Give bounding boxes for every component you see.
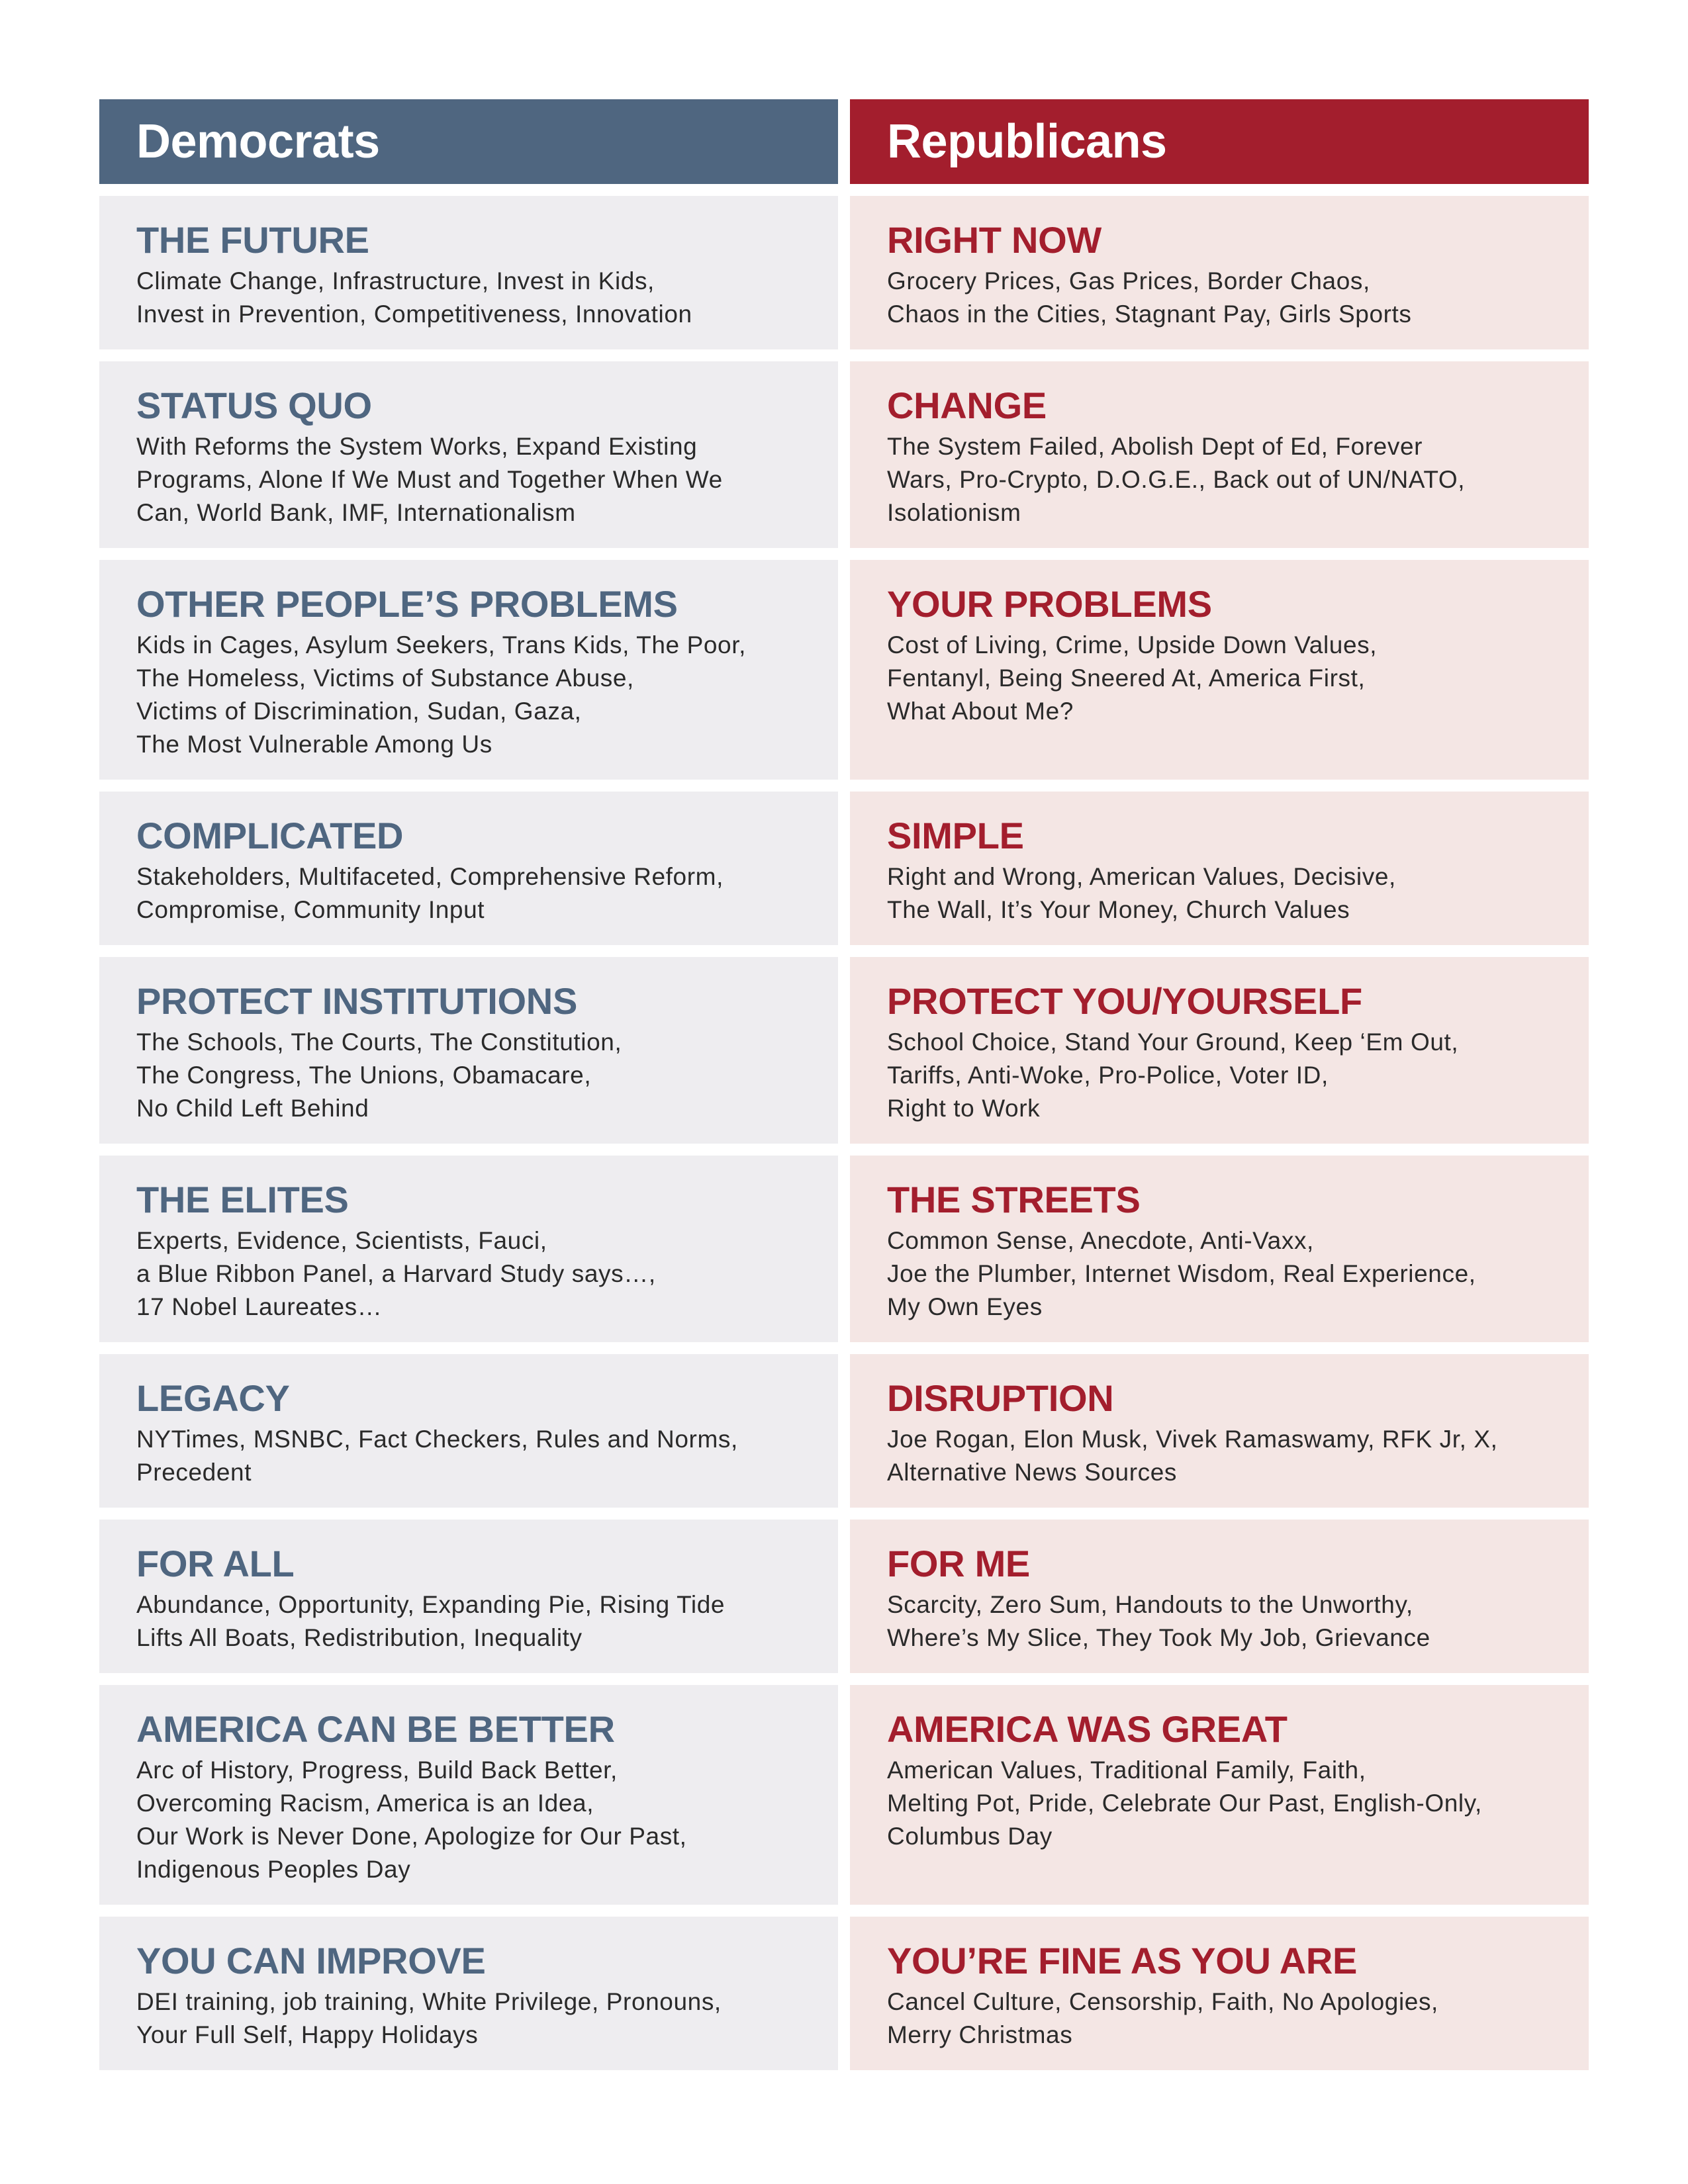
cell-body-line: Tariffs, Anti-Woke, Pro-Police, Voter ID, <box>887 1062 1329 1089</box>
cell-body <box>887 430 1562 529</box>
cell-body-line: NYTimes, MSNBC, Fact Checkers, Rules and Norms, <box>136 1426 738 1453</box>
cell-body-line: The Homeless, Victims of Substance Abuse, <box>136 664 634 692</box>
cell-body <box>136 1985 812 2052</box>
republicans-cell <box>850 792 1589 945</box>
cell-body <box>136 629 812 761</box>
cell-body-line: Overcoming Racism, America is an Idea, <box>136 1790 594 1817</box>
cell-body-line: Experts, Evidence, Scientists, Fauci, <box>136 1227 547 1254</box>
cell-body-line: Programs, Alone If We Must and Together When We <box>136 466 723 493</box>
cell-body-line: Scarcity, Zero Sum, Handouts to the Unworthy, <box>887 1591 1413 1618</box>
cell-body-line: The Congress, The Unions, Obamacare, <box>136 1062 592 1089</box>
republicans-cell <box>850 957 1589 1144</box>
cell-body-line: Can, World Bank, IMF, Internationalism <box>136 499 576 526</box>
democrats-cell <box>99 957 838 1144</box>
cell-body-line: Where’s My Slice, They Took My Job, Grievance <box>887 1624 1430 1651</box>
cell-body-line: Melting Pot, Pride, Celebrate Our Past, English-Only, <box>887 1790 1482 1817</box>
cell-title: SIMPLE <box>887 815 1024 856</box>
cell-title: COMPLICATED <box>136 815 404 856</box>
democrats-cell <box>99 1354 838 1508</box>
republicans-cell <box>850 1520 1589 1673</box>
cell-body-line: 17 Nobel Laureates… <box>136 1293 383 1320</box>
cell-body-line: Cost of Living, Crime, Upside Down Values, <box>887 631 1378 659</box>
cell-body <box>887 1588 1562 1655</box>
cell-body-line: Grocery Prices, Gas Prices, Border Chaos, <box>887 267 1370 295</box>
cell-body-line: Fentanyl, Being Sneered At, America First, <box>887 664 1366 692</box>
cell-body-line: The Wall, It’s Your Money, Church Values <box>887 896 1350 923</box>
democrats-cell <box>99 1917 838 2070</box>
republicans-cell <box>850 1354 1589 1508</box>
democrats-cell <box>99 792 838 945</box>
cell-body-line: DEI training, job training, White Privilege, Pronouns, <box>136 1988 722 2015</box>
cell-body-line: What About Me? <box>887 698 1074 725</box>
cell-body <box>136 430 812 529</box>
cell-body <box>887 1985 1562 2052</box>
cell-body <box>887 629 1562 728</box>
republicans-cell <box>850 1156 1589 1342</box>
cell-body-line: My Own Eyes <box>887 1293 1043 1320</box>
cell-title: STATUS QUO <box>136 385 372 426</box>
cell-body-line: The System Failed, Abolish Dept of Ed, Forever <box>887 433 1423 460</box>
democrats-cell <box>99 196 838 349</box>
democrats-cell <box>99 1685 838 1905</box>
cell-title: DISRUPTION <box>887 1377 1114 1419</box>
comparison-table <box>99 99 1589 2070</box>
cell-body-line: Kids in Cages, Asylum Seekers, Trans Kids, The Poor, <box>136 631 746 659</box>
cell-body-line: Our Work is Never Done, Apologize for Our Past, <box>136 1823 687 1850</box>
cell-body-line: School Choice, Stand Your Ground, Keep ‘Em Out, <box>887 1028 1459 1056</box>
cell-body <box>136 860 812 927</box>
cell-body-line: Victims of Discrimination, Sudan, Gaza, <box>136 698 582 725</box>
cell-title: FOR ALL <box>136 1543 295 1584</box>
cell-body-line: Chaos in the Cities, Stagnant Pay, Girls Sports <box>887 300 1412 328</box>
cell-title: THE ELITES <box>136 1179 349 1220</box>
cell-body <box>136 1224 812 1324</box>
cell-body-line: Lifts All Boats, Redistribution, Inequality <box>136 1624 583 1651</box>
cell-body-line: Abundance, Opportunity, Expanding Pie, Rising Tide <box>136 1591 726 1618</box>
cell-body <box>887 1224 1562 1324</box>
cell-title: YOU’RE FINE AS YOU ARE <box>887 1940 1358 1981</box>
republicans-cell <box>850 196 1589 349</box>
cell-body-line: The Most Vulnerable Among Us <box>136 731 492 758</box>
cell-body-line: Joe Rogan, Elon Musk, Vivek Ramaswamy, RFK Jr, X, <box>887 1426 1498 1453</box>
cell-title: RIGHT NOW <box>887 219 1102 261</box>
cell-body-line: Wars, Pro-Crypto, D.O.G.E., Back out of UN/NATO, <box>887 466 1466 493</box>
cell-body-line: Arc of History, Progress, Build Back Better, <box>136 1756 618 1784</box>
cell-title: CHANGE <box>887 385 1047 426</box>
republicans-cell <box>850 1685 1589 1905</box>
cell-body <box>136 1026 812 1125</box>
cell-title: AMERICA WAS GREAT <box>887 1708 1288 1750</box>
cell-title: YOUR PROBLEMS <box>887 583 1212 625</box>
cell-body-line: Climate Change, Infrastructure, Invest in Kids, <box>136 267 655 295</box>
cell-body <box>887 265 1562 331</box>
democrats-cell <box>99 1520 838 1673</box>
cell-body-line: No Child Left Behind <box>136 1095 369 1122</box>
republicans-cell <box>850 361 1589 548</box>
cell-title: OTHER PEOPLE’S PROBLEMS <box>136 583 678 625</box>
cell-body <box>887 1026 1562 1125</box>
cell-title: THE STREETS <box>887 1179 1141 1220</box>
cell-body-line: Common Sense, Anecdote, Anti-Vaxx, <box>887 1227 1314 1254</box>
cell-title: AMERICA CAN BE BETTER <box>136 1708 615 1750</box>
democrats-header: Democrats <box>99 99 838 184</box>
cell-body-line: a Blue Ribbon Panel, a Harvard Study says…, <box>136 1260 656 1287</box>
cell-body-line: Stakeholders, Multifaceted, Comprehensive Reform, <box>136 863 724 890</box>
democrats-cell <box>99 560 838 780</box>
cell-body-line: Indigenous Peoples Day <box>136 1856 411 1883</box>
cell-body <box>887 1754 1562 1853</box>
cell-body-line: Your Full Self, Happy Holidays <box>136 2021 479 2048</box>
democrats-cell <box>99 361 838 548</box>
cell-title: PROTECT INSTITUTIONS <box>136 980 578 1022</box>
cell-body-line: Invest in Prevention, Competitiveness, Innovation <box>136 300 692 328</box>
cell-body <box>136 1588 812 1655</box>
cell-title: YOU CAN IMPROVE <box>136 1940 486 1981</box>
cell-body-line: Cancel Culture, Censorship, Faith, No Apologies, <box>887 1988 1438 2015</box>
republicans-cell <box>850 1917 1589 2070</box>
cell-title: FOR ME <box>887 1543 1030 1584</box>
cell-body-line: Isolationism <box>887 499 1021 526</box>
cell-body-line: Joe the Plumber, Internet Wisdom, Real Experience, <box>887 1260 1476 1287</box>
cell-body <box>887 860 1562 927</box>
cell-body-line: Precedent <box>136 1459 252 1486</box>
cell-body <box>136 1423 812 1489</box>
republicans-cell <box>850 560 1589 780</box>
cell-body-line: American Values, Traditional Family, Faith, <box>887 1756 1366 1784</box>
cell-body-line: Merry Christmas <box>887 2021 1073 2048</box>
cell-body-line: Columbus Day <box>887 1823 1053 1850</box>
cell-body-line: With Reforms the System Works, Expand Existing <box>136 433 698 460</box>
cell-body-line: Compromise, Community Input <box>136 896 485 923</box>
cell-title: THE FUTURE <box>136 219 369 261</box>
cell-body-line: The Schools, The Courts, The Constitution, <box>136 1028 622 1056</box>
cell-body <box>136 1754 812 1886</box>
cell-title: PROTECT YOU/YOURSELF <box>887 980 1362 1022</box>
cell-title: LEGACY <box>136 1377 290 1419</box>
democrats-cell <box>99 1156 838 1342</box>
cell-body-line: Alternative News Sources <box>887 1459 1178 1486</box>
cell-body <box>136 265 812 331</box>
cell-body-line: Right to Work <box>887 1095 1041 1122</box>
republicans-header: Republicans <box>850 99 1589 184</box>
cell-body <box>887 1423 1562 1489</box>
cell-body-line: Right and Wrong, American Values, Decisive, <box>887 863 1396 890</box>
